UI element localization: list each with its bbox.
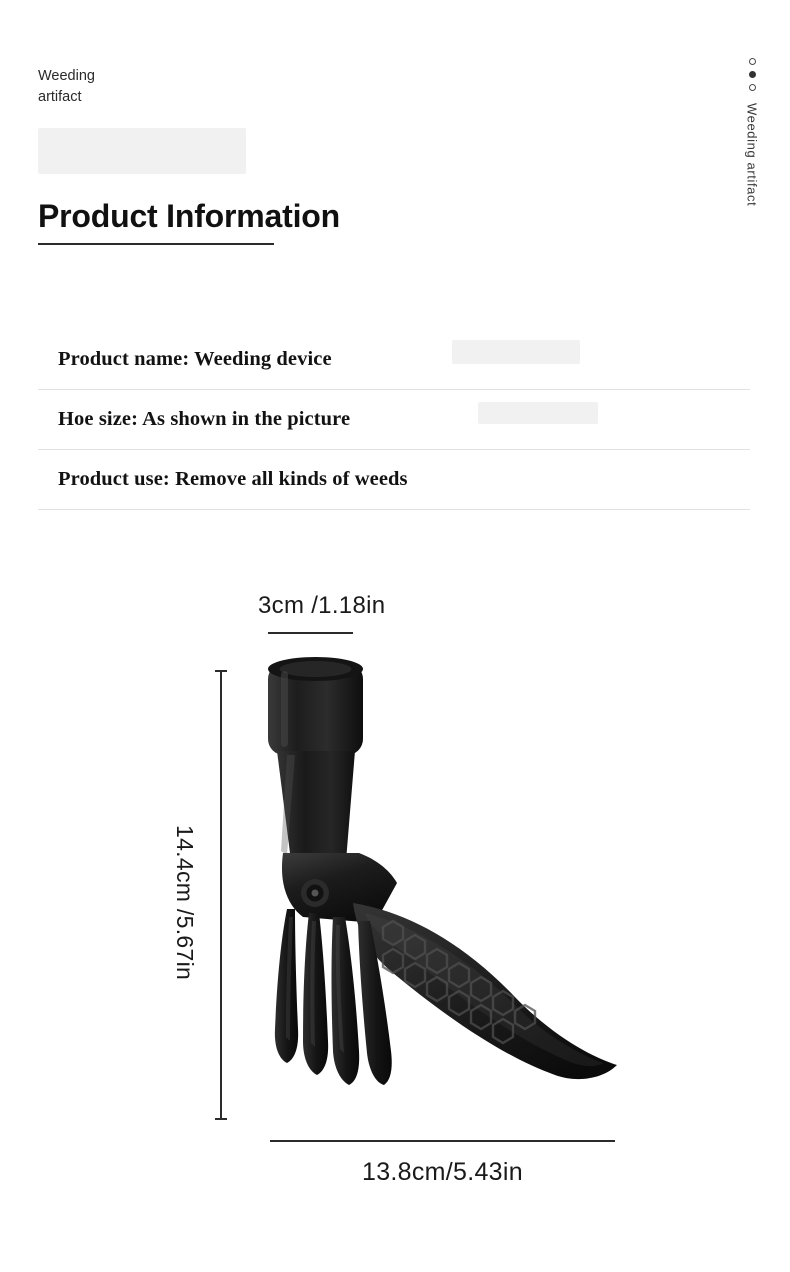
spec-row-label: Hoe size: As shown in the picture [58,408,351,430]
spec-row-label: Product use: Remove all kinds of weeds [58,468,408,490]
dimension-top-label: 3cm /1.18in [258,592,386,619]
vertical-brand [740,58,764,206]
page-title: Product Information [38,198,340,234]
spec-row-label: Product name: Weeding device [58,348,332,370]
dimension-left-label: 14.4cm /5.67in [172,825,198,981]
dot-icon-3 [749,84,756,91]
dimension-bottom-rule [270,1140,615,1142]
spec-list [38,330,750,510]
brand-label-line2: artifact [38,89,82,106]
brand-label-line1: Weeding [38,68,95,84]
dot-icon-2 [749,71,756,78]
dot-icon-1 [749,58,756,65]
product-image [225,655,645,1135]
dimension-top-rule [268,632,353,634]
product-figure [0,560,790,1220]
spec-row [38,450,750,510]
vertical-brand-label: Weeding artifact [744,103,760,207]
title-underline [38,243,274,245]
dimension-bottom-label: 13.8cm/5.43in [362,1158,523,1186]
watermark-block-1 [38,128,246,174]
brand-label [38,66,95,108]
dimension-left-rule [220,670,222,1120]
dot-group-icon [749,58,756,91]
spec-row [38,330,750,390]
spec-row [38,390,750,450]
